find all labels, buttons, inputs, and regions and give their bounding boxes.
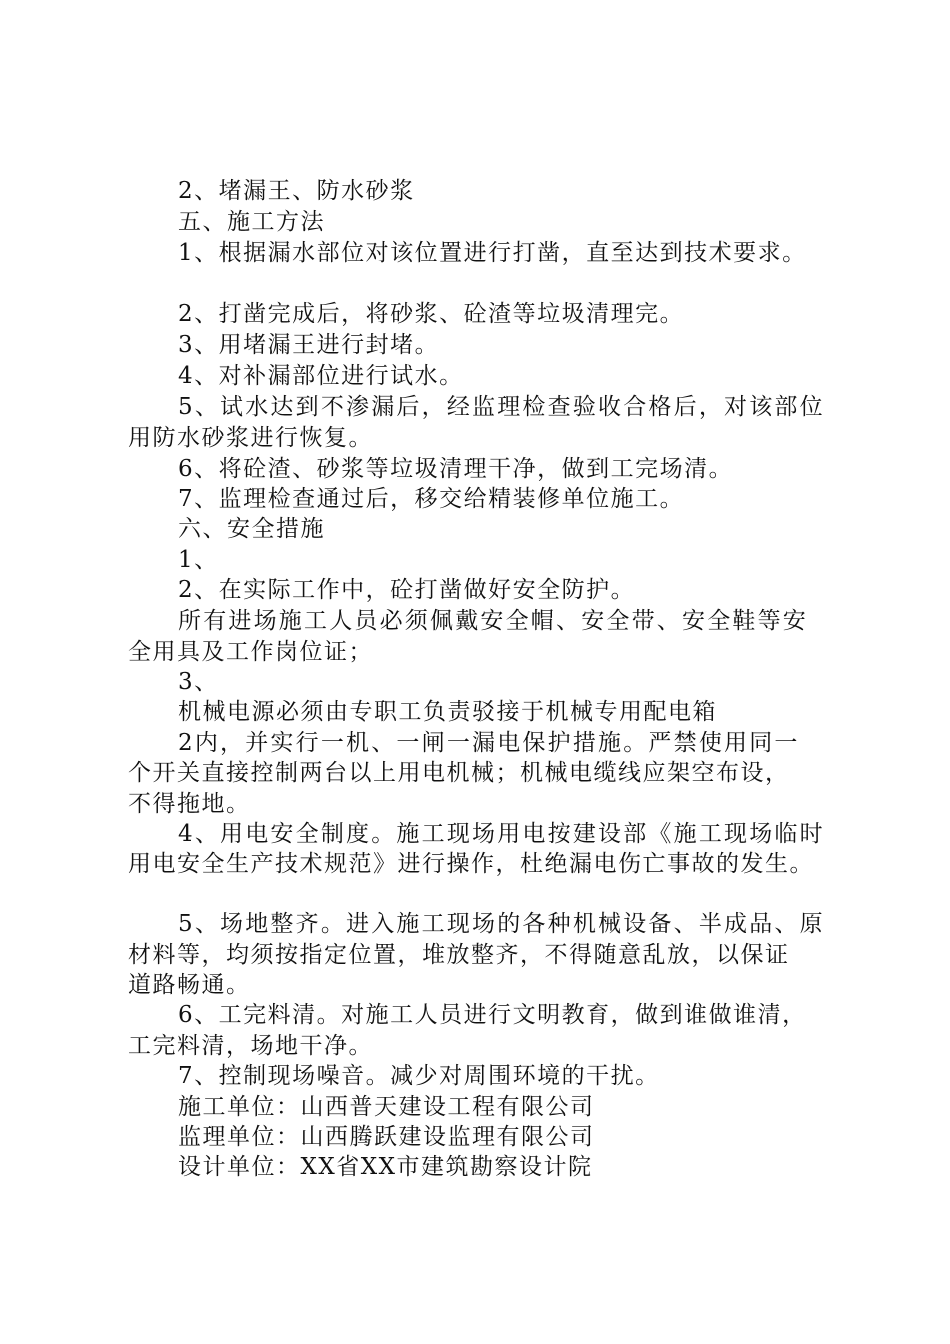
power-paragraph-line-4: 不得拖地。 — [128, 791, 251, 817]
supervision-unit: 监理单位：山西腾跃建设监理有限公司 — [178, 1124, 595, 1150]
safety-item-4-cont: 用电安全生产技术规范》进行操作，杜绝漏电伤亡事故的发生。 — [128, 851, 814, 877]
material-item-2: 2、堵漏王、防水砂浆 — [178, 178, 415, 204]
method-step-4: 4、对补漏部位进行试水。 — [178, 363, 464, 389]
safety-item-3: 3、 — [178, 669, 219, 695]
method-step-7: 7、监理检查通过后，移交给精装修单位施工。 — [178, 486, 685, 512]
method-step-5: 5、试水达到不渗漏后，经监理检查验收合格后，对该部位 — [178, 394, 825, 420]
safety-item-7: 7、控制现场噪音。减少对周围环境的干扰。 — [178, 1063, 660, 1089]
safety-item-5-cont: 材料等，均须按指定位置，堆放整齐，不得随意乱放，以保证 — [128, 942, 790, 968]
power-paragraph-line-2: 2内，并实行一机、一闸一漏电保护措施。严禁使用同一 — [178, 730, 800, 756]
power-paragraph: 机械电源必须由专职工负责驳接于机械专用配电箱 — [178, 699, 717, 725]
power-paragraph-line-3: 个开关直接控制两台以上用电机械；机械电缆线应架空布设， — [128, 760, 790, 786]
design-unit: 设计单位：XX省XX市建筑勘察设计院 — [178, 1154, 593, 1180]
section-heading-construction-method: 五、施工方法 — [178, 209, 325, 235]
safety-item-5-cont-2: 道路畅通。 — [128, 972, 251, 998]
safety-item-2: 2、在实际工作中，砼打凿做好安全防护。 — [178, 577, 636, 603]
method-step-3: 3、用堵漏王进行封堵。 — [178, 332, 440, 358]
safety-paragraph-cont: 全用具及工作岗位证； — [128, 639, 373, 665]
safety-item-6-cont: 工完料清，场地干净。 — [128, 1033, 373, 1059]
safety-item-5: 5、场地整齐。进入施工现场的各种机械设备、半成品、原 — [178, 911, 825, 937]
section-heading-safety-measures: 六、安全措施 — [178, 516, 325, 542]
safety-item-6: 6、工完料清。对施工人员进行文明教育，做到谁做谁清， — [178, 1002, 807, 1028]
safety-paragraph: 所有进场施工人员必须佩戴安全帽、安全带、安全鞋等安 — [178, 608, 808, 634]
method-step-6: 6、将砼渣、砂浆等垃圾清理干净，做到工完场清。 — [178, 456, 734, 482]
method-step-1: 1、根据漏水部位对该位置进行打凿，直至达到技术要求。 — [178, 240, 807, 266]
safety-item-1: 1、 — [178, 547, 219, 573]
safety-item-4: 4、用电安全制度。施工现场用电按建设部《施工现场临时 — [178, 821, 825, 847]
method-step-2: 2、打凿完成后，将砂浆、砼渣等垃圾清理完。 — [178, 301, 685, 327]
construction-unit: 施工单位：山西普天建设工程有限公司 — [178, 1094, 595, 1120]
method-step-5-cont: 用防水砂浆进行恢复。 — [128, 425, 373, 451]
